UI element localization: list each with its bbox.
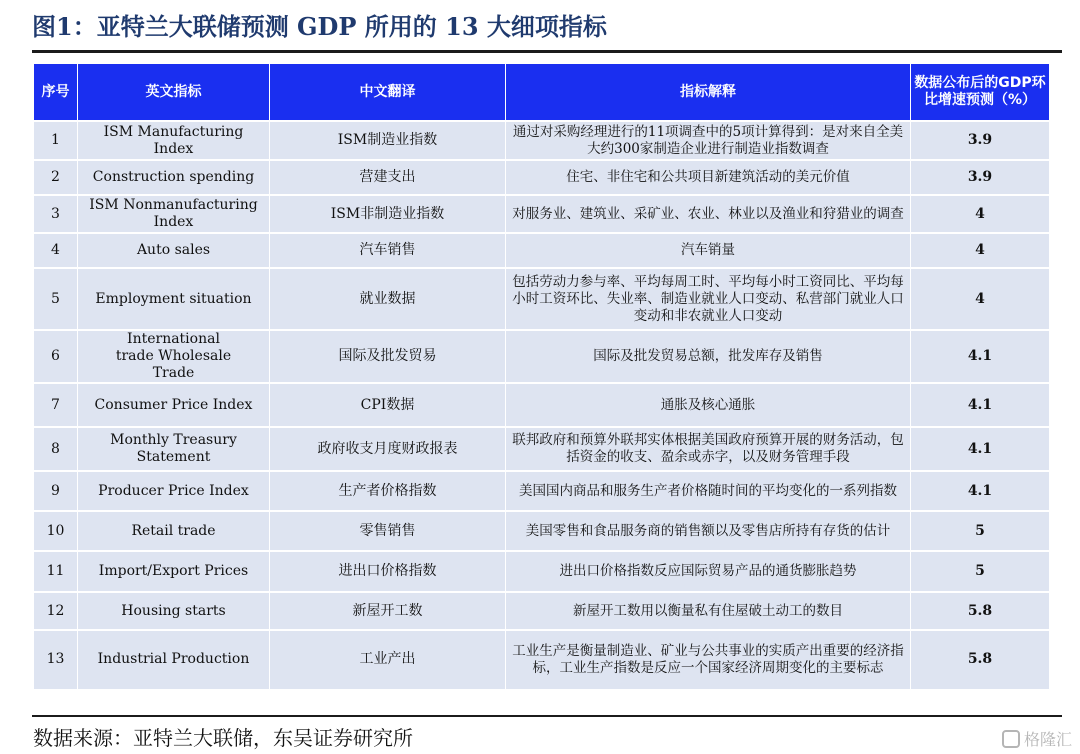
chinese-translation: ISM制造业指数 (270, 121, 506, 160)
english-indicator: Consumer Price Index (78, 383, 270, 427)
row-number: 11 (34, 551, 78, 592)
indicator-explanation: 通胀及核心通胀 (506, 383, 911, 427)
indicator-explanation: 工业生产是衡量制造业、矿业与公共事业的实质产出重要的经济指标，工业生产指数是反应一个国家经济周期变化的主要标志 (506, 630, 911, 689)
indicator-explanation: 新屋开工数用以衡量私有住屋破土动工的数目 (506, 592, 911, 630)
indicator-explanation: 包括劳动力参与率、平均每周工时、平均每小时工资同比、平均每小时工资环比、失业率、制造业就业人口变动、私营部门就业人口变动和非农就业人口变动 (506, 268, 911, 330)
english-indicator: Construction spending (78, 160, 270, 195)
footer-divider (32, 715, 1062, 717)
gdp-forecast-value: 4 (911, 233, 1050, 268)
gdp-forecast-value: 3.9 (911, 160, 1050, 195)
header-chinese-translation: 中文翻译 (270, 64, 506, 121)
english-indicator: Monthly Treasury Statement (78, 427, 270, 471)
english-indicator: Employment situation (78, 268, 270, 330)
row-number: 9 (34, 471, 78, 511)
gdp-forecast-value: 5 (911, 511, 1050, 551)
row-number: 8 (34, 427, 78, 471)
table-row (34, 551, 1050, 592)
row-number: 3 (34, 195, 78, 233)
english-indicator: Industrial Production (78, 630, 270, 689)
row-number: 2 (34, 160, 78, 195)
row-number: 12 (34, 592, 78, 630)
indicator-explanation: 美国零售和食品服务商的销售额以及零售店所持有存货的估计 (506, 511, 911, 551)
gdp-forecast-value: 4.1 (911, 330, 1050, 383)
table-row (34, 630, 1050, 689)
gdp-forecast-value: 3.9 (911, 121, 1050, 160)
gdp-forecast-value: 5.8 (911, 592, 1050, 630)
english-indicator: ISM Nonmanufacturing Index (78, 195, 270, 233)
row-number: 4 (34, 233, 78, 268)
chinese-translation: 政府收支月度财政报表 (270, 427, 506, 471)
table-row (34, 121, 1050, 160)
table-row (34, 268, 1050, 330)
chinese-translation: CPI数据 (270, 383, 506, 427)
table-header-row (34, 64, 1050, 121)
chinese-translation: ISM非制造业指数 (270, 195, 506, 233)
row-number: 5 (34, 268, 78, 330)
english-indicator: Auto sales (78, 233, 270, 268)
table-row (34, 427, 1050, 471)
row-number: 7 (34, 383, 78, 427)
indicator-explanation: 美国国内商品和服务生产者价格随时间的平均变化的一系列指数 (506, 471, 911, 511)
indicator-explanation: 住宅、非住宅和公共项目新建筑活动的美元价值 (506, 160, 911, 195)
header-indicator-explanation: 指标解释 (506, 64, 911, 121)
table-row (34, 233, 1050, 268)
watermark (1002, 727, 1072, 750)
header-english-indicator: 英文指标 (78, 64, 270, 121)
row-number: 10 (34, 511, 78, 551)
title-divider (32, 50, 1062, 53)
indicator-explanation: 进出口价格指数反应国际贸易产品的通货膨胀趋势 (506, 551, 911, 592)
header-no: 序号 (34, 64, 78, 121)
watermark-text: 格隆汇 (1023, 730, 1072, 749)
row-number: 6 (34, 330, 78, 383)
data-source-note: 数据来源：亚特兰大联储，东吴证券研究所 (33, 726, 413, 750)
english-indicator: Retail trade (78, 511, 270, 551)
gdp-forecast-value: 4.1 (911, 471, 1050, 511)
indicator-explanation: 国际及批发贸易总额，批发库存及销售 (506, 330, 911, 383)
table-row (34, 471, 1050, 511)
chinese-translation: 国际及批发贸易 (270, 330, 506, 383)
table-row (34, 160, 1050, 195)
gdp-forecast-value: 4 (911, 268, 1050, 330)
row-number: 13 (34, 630, 78, 689)
chinese-translation: 工业产出 (270, 630, 506, 689)
indicator-table (33, 64, 1050, 690)
english-indicator: ISM Manufacturing Index (78, 121, 270, 160)
chinese-translation: 营建支出 (270, 160, 506, 195)
header-gdp-forecast: 数据公布后的GDP环比增速预测（%） (911, 64, 1050, 121)
gdp-forecast-value: 5.8 (911, 630, 1050, 689)
chinese-translation: 生产者价格指数 (270, 471, 506, 511)
indicator-explanation: 对服务业、建筑业、采矿业、农业、林业以及渔业和狩猎业的调查 (506, 195, 911, 233)
english-indicator: Producer Price Index (78, 471, 270, 511)
row-number: 1 (34, 121, 78, 160)
english-indicator: Housing starts (78, 592, 270, 630)
table-row (34, 592, 1050, 630)
table-row (34, 330, 1050, 383)
indicator-explanation: 汽车销量 (506, 233, 911, 268)
english-indicator: International trade Wholesale Trade (78, 330, 270, 383)
gdp-forecast-value: 4 (911, 195, 1050, 233)
gdp-forecast-value: 5 (911, 551, 1050, 592)
chinese-translation: 就业数据 (270, 268, 506, 330)
chinese-translation: 新屋开工数 (270, 592, 506, 630)
gelonghui-logo-icon (1002, 730, 1020, 748)
english-indicator: Import/Export Prices (78, 551, 270, 592)
chinese-translation: 进出口价格指数 (270, 551, 506, 592)
indicator-explanation: 通过对采购经理进行的11项调查中的5项计算得到：是对来自全美大约300家制造企业进行制造业指数调查 (506, 121, 911, 160)
table-row (34, 383, 1050, 427)
chinese-translation: 零售销售 (270, 511, 506, 551)
chinese-translation: 汽车销售 (270, 233, 506, 268)
indicator-explanation: 联邦政府和预算外联邦实体根据美国政府预算开展的财务活动，包括资金的收支、盈余或赤字，以及财务管理手段 (506, 427, 911, 471)
table-row (34, 195, 1050, 233)
table-row (34, 511, 1050, 551)
figure-title: 图1：亚特兰大联储预测 GDP 所用的 13 大细项指标 (32, 12, 607, 41)
gdp-forecast-value: 4.1 (911, 427, 1050, 471)
gdp-forecast-value: 4.1 (911, 383, 1050, 427)
